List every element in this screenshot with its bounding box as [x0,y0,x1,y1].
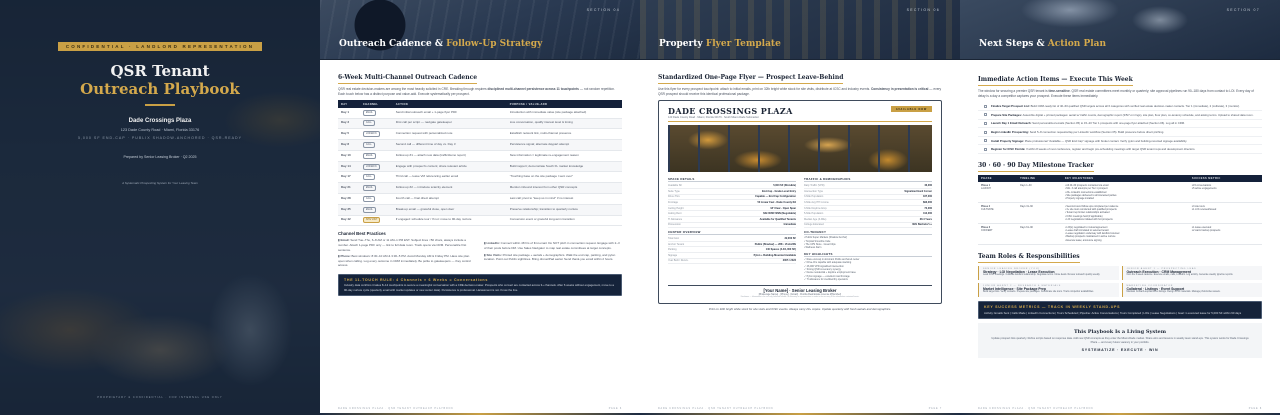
milestone: • Lease draft circulated to selected tenant [1064,229,1109,233]
channel-badge: EMAIL [363,153,376,159]
table-row [978,182,1262,202]
cadence-table [338,100,622,226]
phase: Phase 2 [981,205,991,209]
flyer-value: 18' Clear · Open Span [770,206,796,210]
tracker-heading: 30 · 60 · 90 Day Milestone Tracker [978,162,1094,172]
action-label: Install Property Signage: [991,138,1024,143]
flyer-label: 3-Mile Avg HH Income [804,200,829,204]
actions-intro: The window for securing a premier QSR tenant is time-sensitive. QSR real estate committees meet monthly or quarterly; site approval pipelines run 90–180 days from contact to LOI. Every day of delay is a day a competitor captures your prospect. Execute these items immediately. [978,89,1254,99]
page-footer: DADE CROSSINGS PLAZA · QSR TENANT OUTREACH PLAYBOOK PAGE 8 [978,407,1262,410]
highlight-item: ✓ Rare end-cap in dominant Publix-anchored center [804,257,860,261]
action-cell: First call per script — navigate gatekeeper [393,118,507,129]
action-cell: Second call — different time of day vs. Day 3 [393,140,507,151]
flyer-property-name: DADE CROSSINGS PLAZA [668,106,793,117]
flyer-label: Suite Type [668,189,680,193]
milestone: • 20+ LinkedIn connections established [1064,190,1107,194]
print-note: Print on 32lb bright white stock for site visits and ICSC events. Always carry 20+ copies. Update quarterly with fresh aerials and demographics. [708,306,892,311]
role-title: Collateral · Listings · Event Support [1126,287,1185,292]
action-item[interactable] [978,120,1262,129]
flyer-label: Anchor Tenant [668,242,685,246]
property-specs: 5,000 SF END-CAP · PUBLIX SHADOW-ANCHORED · QSR-READY [77,136,243,140]
channel-badge: EMAIL [363,110,376,116]
cotenant-item: • Wellness Farm [804,246,822,250]
action-text [991,147,1195,151]
action-item[interactable] [978,145,1262,154]
section-header [960,0,1280,60]
day-cell: Day 5 [338,129,360,140]
milestone: • 3+ site tours conducted with qualified prospects [1064,208,1117,212]
callout-title: THE 11-TOUCH RULE: 4 Channels × 6 Weeks = Conversations [344,277,489,282]
flyer-value: 187,000 [922,195,932,199]
section-title: Property Flyer Template [659,39,781,49]
action-desc: Send 5–8 connection requests/day per LinkedIn workflow (Section 05). Build presence before direct pitching. [1029,129,1165,134]
checkbox[interactable] [984,148,987,151]
practice-item: ▮ Phone: Best windows: 8:30–10 AM & 3:30–5 PM. Avoid Monday AM & Friday PM. Have site plan open when calling. Log every outcome in CRM immediately. Be polite to gatekeepers — they control access. [338,254,471,268]
phase-cell [978,203,1017,224]
milestone: • LOI(s) negotiated to mutual agreement [1064,225,1108,229]
flyer-label: 3-Mile Daytime Emp. [804,206,828,210]
day-cell: Day 17 [338,172,360,183]
table-row [338,172,622,183]
action-label: Begin LinkedIn Prospecting: [991,129,1029,134]
flyer-value: 72,000 [924,206,932,210]
practice-label: Phone: [340,254,351,259]
day-cell: Day 14 [338,161,360,172]
action-desc: If within 8 weeks of next conference, register and begin pre-scheduling meetings with target QSR tenant reps and development directors. [1025,147,1196,152]
property-photo [668,125,932,172]
flyer-label: College Educated [804,223,824,227]
phase-cell [978,223,1017,244]
day-cell: Day 10 [338,150,360,161]
purpose-cell: Persistence signal; alternate daypart attempt [507,140,622,151]
cotenant-item: • The UPS Store · Great Clips [804,242,836,246]
channel-cell [360,204,393,215]
timeline-cell: Days 31–60 [1017,203,1062,224]
metric: ≥5 active engagements [1191,187,1217,191]
action-cell: Third call — leave VM referencing earlier email [393,172,507,183]
flyer-row [668,259,796,265]
role-owner: MARKETING COORDINATOR [1126,285,1174,288]
space-details-heading: SPACE DETAILS [668,177,796,182]
role-title: Strategy · LOI Negotiation · Lease Execution [983,270,1055,275]
channel-cell [360,140,393,151]
table-row [338,161,622,172]
milestone: • Min. 3 call attempts per Tier 1 prospect [1064,187,1108,191]
column-header: PURPOSE / VALUE-ADD [507,100,622,107]
section-title: Next Steps & Action Plan [979,39,1107,49]
practice-item: ▮ Site Visits: Printed site package + aerials + demographics. Walk the end cap, parking, and pylon location. Point out Publix sightlines. Bring drone/iPad aerial. Send thank-you email within 2 hours. [484,252,616,262]
channel-cell [360,129,393,140]
role-owner: JUNIOR AGENT 1 — PROSPECTING LEAD [1126,268,1197,271]
action-label: Prepare Site Packages: [991,112,1022,117]
practice-label: Site Visits: [486,252,502,257]
flyer-intro: Use this flyer for every prospect touchpoint: attach to initial emails, print on 32lb bright white stock for site visits, distribute at ICSC and industry events. Consistency in presentation is critical — every QSR prospect should receive this identical professional package. [658,87,942,97]
milestone: • Tenant rep broker relationships activated [1064,211,1110,215]
checkbox[interactable] [984,131,987,134]
highlight-item: ✓ Dense residential + daytime employment base [804,271,856,275]
action-item[interactable] [978,137,1262,146]
channel-badge: CALL [363,142,375,148]
table-row [338,118,622,129]
flyer-template [658,100,942,303]
day-cell: Day 1 [338,108,360,118]
channel-cell [360,150,393,161]
section-number: SECTION 07 [1226,8,1260,12]
flyer-label: Median Age (3-Mile) [804,217,827,221]
flyer-label: 5-Mile Population [804,212,824,216]
highlight-item: ✓ Strong QSR co-tenancy synergy [804,268,841,271]
column-header: PHASE [978,175,1017,182]
flyer-value: $96,000 [922,200,932,204]
role-desc: Maintain CoStar/LoopNet/Crexi listings. Design ICSC materials. Manage photo/video assets. [1126,291,1221,294]
milestone: • Backup prospects maintained in active nurture [1064,235,1116,239]
timeline-cell: Days 1–30 [1017,182,1062,202]
property-name: Dade Crossings Plaza [128,118,192,124]
section-number: SECTION 06 [906,8,940,12]
practice-text: Send Tue–Thu, 6–8 AM or 11 AM–1 PM EST. Subject lines <50 chars, always include a number. Attach 1-page PDF only — link to full data room. Track opens via CRM. Personalize first sentence. [338,238,467,252]
metric: ≥1 lease executed [1191,225,1212,229]
action-text [991,130,1164,134]
timeline-cell: Days 61–90 [1017,223,1062,244]
channel-cell [360,118,393,129]
table-row [338,215,622,226]
traffic-heading: TRAFFIC & DEMOGRAPHICS [804,177,932,182]
actions-heading: Immediate Action Items — Execute This Week [978,76,1133,86]
column-header: ACTION [393,100,507,107]
practice-item: ▮ Email: Send Tue–Thu, 6–8 AM or 11 AM–1 PM EST. Subject lines <50 chars, always include a number. Attach 1-page PDF only — link to full data room. Track opens via CRM. Personalize first sentence. [338,238,467,252]
flyer-label: Signage [668,253,678,257]
action-cell: Follow-up #1 — attach new data (traffic/demo report) [393,150,507,161]
page-footer: DADE CROSSINGS PLAZA · QSR TENANT OUTREACH PLAYBOOK PAGE 6 [338,407,622,410]
action-desc: Place professional "Available — QSR End Cap" signage with broker contact. Verify pylon and building-mounted signage availability. [1024,138,1188,143]
cadence-intro: QSR real estate decision-makers are among the most heavily solicited in CRE. Breaking through requires disciplined multi-channel persistence across 11 touchpoints — not random repetition. Each touch below has a distinct purpose and value-add. Execute systematically per prospect. [338,87,615,97]
flyer-value: $32.00/SF NNN (Negotiable) [763,212,796,216]
day-cell: Day 28 [338,194,360,205]
table-row [338,108,622,118]
motto: SYSTEMATIZE · EXECUTE · WIN [1081,347,1159,352]
milestone: • All 40–60 prospects contacted via email [1064,184,1109,188]
action-cell: Connection request with personalized note [393,129,507,140]
table-row [338,183,622,194]
milestones-cell [1062,182,1189,202]
purpose-cell: Establish network link, multi-channel presence [507,129,622,140]
action-desc: Build CRM-ready list of 40–60 qualified QSR targets across all 6 categories with verified real estate decision-maker contacts. Tier 1 (immediate), 2 (cultivate), 3 (monitor). [1030,104,1240,109]
milestone: • Site packages delivered to all interested parties [1064,193,1117,197]
flyer-value: 140 Spaces (4.4/1,000 SF) [765,248,796,252]
metric-cell [1189,223,1262,244]
cotenant-item: • Publix Super Markets (Shadow Anchor) [804,236,848,240]
milestone: • Lease negotiation underway with landlord counsel [1064,232,1120,236]
purpose-cell: Introduction with immediate value (site package attached) [507,108,622,118]
flyer-label: Possession [668,223,681,227]
channel-badge: CALL [363,120,375,126]
next-steps-page [960,0,1280,415]
metric: ≥1 LOI received/issued [1191,208,1217,212]
checkbox[interactable] [984,139,987,142]
table-row [338,150,622,161]
cover-footer: PROPRIETARY & CONFIDENTIAL · FOR INTERNAL USE ONLY [97,396,223,399]
milestones-cell [1062,223,1189,244]
flyer-value: Immediate [783,223,796,227]
phase: Phase 1 [981,184,991,188]
highlight-item: ✓ Pylon signage — excellent road frontage [804,274,850,278]
cotenant-item: • Tropical Smoothie Cafe [804,239,831,243]
practices-heading: Channel Best Practices [338,231,386,237]
flyer-page [640,0,960,415]
flyer-label: Frontage [668,200,679,204]
day-cell: Day 8 [338,140,360,151]
column-header: DAY [338,100,360,107]
purpose-cell: New information = legitimate re-engagement reason [507,150,622,161]
section-number: SECTION 04 [586,8,620,12]
day-cell: Day 42 [338,215,360,226]
channel-badge: CALL [363,196,375,202]
role-title: Market Intelligence · Site Package Prep [983,287,1046,292]
channel-cell [360,194,393,205]
action-item[interactable] [978,111,1262,120]
flyer-value: Publix (Shadow) — 28K • Visits/Wk [754,242,796,246]
flyer-row [668,223,796,229]
flyer-label: Total GLA [668,236,679,240]
flyer-label: Drive-Thru [668,195,680,199]
flyer-value: Capable — End Cap Configuration [755,195,796,199]
flyer-label: TI Allowance [668,217,683,221]
eleven-touch-rule-callout [338,274,622,296]
purpose-cell: Build rapport; demonstrate South FL market knowledge [507,161,622,172]
role-card [1122,283,1263,297]
roles-heading: Team Roles & Responsibilities [978,253,1080,263]
channel-badge: EMAIL [363,185,376,191]
phase-name: LAUNCH [981,187,991,191]
channel-cell [360,161,393,172]
cover-page [0,0,320,415]
action-cell: If engaged: schedule tour / If not: move to 90-day nurture [393,215,507,226]
flyer-value: 32,000 SF [784,236,796,240]
milestone: • ICSC meetings held (if applicable) [1064,214,1103,218]
highlight-item: ✓ Drive-thru capable with adequate stacking [804,261,852,265]
column-header: TIMELINE [1017,175,1062,182]
highlights-heading: KEY HIGHLIGHTS [804,252,932,257]
success-metrics-callout: KEY SUCCESS METRICS — TRACK IN WEEKLY STAND-UPS Activity: Emails Sent | Calls Made | LinkedIn Connections | Tours Scheduled | Pipeline: Active Conversations | Tours Completed | LOIs | Lease Negotiations | Goal: 1 executed lease for 5,000 SF within 90 days [978,301,1262,319]
confidential-badge: CONFIDENTIAL · LANDLORD REPRESENTATION [58,42,262,51]
flyer-label: Year Built / Renov. [668,259,689,263]
role-card [978,266,1119,280]
highlight-item: ✓ TI allowance for creditworthy operators [804,278,848,282]
cadence-heading: 6-Week Multi-Channel Outreach Cadence [338,74,477,84]
channel-badge: SITE VISIT [363,217,381,223]
role-desc: Own the 6-week cadence. Execute emails, calls, LinkedIn. Log activity. Generate weekly pipeline reports. [1126,274,1234,277]
callout-text: Industry data confirms it takes 8–12 touchpoints to secure a meaningful conversation with a CRE decision-maker. Prospects who convert are contacted across 3+ channels. After 6 weeks without engagement, move to a 90-day nurture cycle (quarterly email with market updates or new center data). Persistence is professional. Harassment is not. Know the line. [344,283,614,292]
flyer-value: Signalized Hard Corner [904,189,932,193]
flyer-value: 50 Linear Feet · Dade County Rd [757,200,796,204]
action-desc: Assemble digital + printed packages: aerial w/ traffic counts, demographic report (3/5/7-mi rings), site plan, floor plan, co-tenancy schedule, and asking terms. Upload to shared data room. [1022,112,1254,117]
channel-badge: LINKEDIN [363,164,380,170]
flyer-label: Daily Traffic (VPD) [804,184,825,188]
flyer-value: 39% Bachelor's+ [912,223,932,227]
cover-title: QSR Tenant [110,62,210,80]
metric: ≥2 warm backup prospects [1191,229,1221,233]
checkbox[interactable] [984,105,987,108]
column-header: SUCCESS METRIC [1189,175,1262,182]
cotenancy-heading: CO-TENANCY [804,230,932,235]
purpose-cell: "Touching base on the site package I sent over" [507,172,622,183]
milestone-table [978,175,1262,245]
milestone: • Second-round follow-ups completed per cadence [1064,205,1119,209]
role-owner: JUNIOR AGENT 2 — RESEARCH & MATERIALS [983,285,1062,288]
channel-badge: LINKEDIN [363,131,380,137]
channel-cell [360,172,393,183]
action-cell: Fourth call — final direct attempt [393,194,507,205]
purpose-cell: Last call; pivot to "keep us in mind" if no interest [507,194,622,205]
role-card [978,283,1119,297]
action-cell: Break-up email — graceful close, open door [393,204,507,215]
checkbox[interactable] [984,122,987,125]
milestone: • Execute lease; announce signing [1064,238,1102,242]
channel-badge: CALL [363,174,375,180]
broker-signature: [Your Name] · Senior Leasing Broker [Brokerage Name] · [Phone] · [Email] · Florida Real Estate License #[Number] Disclaimer — Information is for use only, believed reliable. No warranty or representation is made to the accuracy of the information contained herein. [668,285,932,298]
action-label: Register for ICSC Florida: [991,147,1026,152]
metric-cell [1189,203,1262,224]
action-cell: Follow-up #2 — introduce scarcity element [393,183,507,194]
column-header: CHANNEL [360,100,393,107]
role-owner: SENIOR LEASING BROKER (YOU) [983,268,1040,271]
section-title: Outreach Cadence & Follow-Up Strategy [339,39,543,49]
flyer-heading: Standardized One-Page Flyer — Prospect Leave-Behind [658,74,843,84]
metric-cell [1189,182,1262,202]
role-desc: Build target lists. Verify contacts. Prepare site packages. Coordinate site tours. Track competitor availabilities. [983,291,1094,294]
cover-subtitle: Outreach Playbook [80,80,240,98]
day-cell: Day 21 [338,183,360,194]
channel-badge: EMAIL [363,207,376,213]
table-row [338,194,622,205]
practice-label: LinkedIn: [486,241,500,246]
cover-tagline: A Systematic Prospecting System for Your Leasing Team [122,181,198,185]
section-header [640,0,960,60]
page-footer: DADE CROSSINGS PLAZA · QSR TENANT OUTREACH PLAYBOOK PAGE 7 [658,407,942,410]
table-row [978,203,1262,224]
action-text [991,104,1240,108]
purpose-cell: Conversion event or graceful long-term transition [507,215,622,226]
checkbox[interactable] [984,113,987,116]
practice-text: Printed site package + aerials + demographics. Walk the end cap, parking, and pylon location. Point out Publix sightlines. Bring drone/iPad aerial. Send thank-you email within 2 hours. [484,252,616,262]
action-item[interactable] [978,102,1262,111]
action-label: Finalize Target Prospect List: [991,104,1030,109]
flyer-value: Available for Qualified Tenants [759,217,796,221]
flyer-address: 123 Dade County Road · Miami, Florida 33176 · South Miami-Dade Submarket [668,116,759,120]
flyer-value: End-Cap · Grade-Level Entry [761,189,796,193]
flyer-value: 46,000 [924,184,932,188]
flyer-row [804,223,932,229]
action-label: Launch Day 1 Email Outreach: [991,121,1032,126]
channel-cell [360,108,393,118]
highlight-item: ✓ 46,000 VPD signalized intersection [804,264,844,268]
role-card [1122,266,1263,280]
section-header [320,0,640,60]
phase-cell [978,182,1017,202]
metric: ≥3 site tours [1191,205,1205,209]
purpose-cell: Preserve relationship; transition to quarterly nurture [507,204,622,215]
flyer-label: Intersection Type [804,189,823,193]
flyer-value: 2005 / 2022 [782,259,796,263]
day-cell: Day 3 [338,118,360,129]
living-system-box: This Playbook Is a Living System Update prospect lists quarterly. Refine scripts based on response data. Add new QSR concepts as they enter the Miami-Dade market. Share wins and lessons in weekly team stand-ups. This system works for Dade Crossings Plaza — and every future vacancy in your portfolio. SYSTEMATIZE · EXECUTE · WIN [978,323,1262,358]
action-text [991,139,1187,143]
table-row [338,204,622,215]
channel-cell [360,183,393,194]
available-now-badge: AVAILABLE NOW [891,106,932,112]
flyer-value: Pylon + Building-Mounted Available [753,253,796,257]
practice-text: Connect within 48 hrs of first email. Do NOT pitch in connection request. Engage with 2–3 of their posts before DM. Use Sales Navigator to map real estate committees at target concepts. [484,241,620,250]
center-overview-heading: CENTER OVERVIEW [668,230,796,235]
flyer-label: 3-Mile Population [804,195,824,199]
title-divider [145,104,175,106]
action-desc: Send personalized emails (Section 05) to 15–20 Tier 1 prospects with one-page flyer attached (Section 06). Log all in CRM. [1032,121,1185,126]
flyer-label: Asking Rent [668,212,682,216]
metric: ≥15 conversations [1191,184,1212,188]
role-title: Outreach Execution · CRM Management [1126,270,1191,275]
property-address: 123 Dade County Road · Miami, Florida 33176 [120,128,200,132]
phase-name: CULTIVATE [981,208,994,212]
table-row [978,223,1262,244]
role-desc: Lead ICSC meetings. Cultivate landlord relationship. Negotiate terms. Close deals. Review outreach quality weekly. [983,274,1101,277]
practice-item: ▮ LinkedIn: Connect within 48 hrs of first email. Do NOT pitch in connection request. Engage with 2–3 of their posts before DM. Use Sales Navigator to map real estate committees at target concepts. [484,241,620,250]
action-text [991,121,1185,125]
milestones-cell [1062,203,1189,224]
flyer-value: 5,000 SF (Divisible) [773,184,796,188]
phase: Phase 3 [981,225,991,229]
purpose-cell: Live conversation, qualify interest level & timing [507,118,622,129]
prepared-by: Prepared by Senior Leasing Broker · Q2 2025 [123,155,197,159]
column-header: KEY MILESTONES [1062,175,1189,182]
milestone: • LOI negotiations initiated with hot prospects [1064,217,1113,221]
flyer-label: Parking [668,248,677,252]
table-row [338,140,622,151]
flyer-label: Ceiling Height [668,206,684,210]
channel-cell [360,215,393,226]
action-cell: Engage with prospect's content; share relevant article [393,161,507,172]
flyer-value: 38.4 Years [919,217,932,221]
action-text [991,113,1253,117]
flyer-label: Available SF [668,184,682,188]
table-row [338,129,622,140]
practice-label: Email: [340,238,350,243]
milestone: • Property signage installed [1064,197,1094,201]
flyer-value: 412,000 [922,212,932,216]
outreach-page [320,0,640,415]
purpose-cell: Mention inbound interest from other QSR concepts [507,183,622,194]
phase-name: CONVERT [981,229,993,233]
action-item[interactable] [978,128,1262,137]
day-cell: Day 35 [338,204,360,215]
practice-text: Best windows: 8:30–10 AM & 3:30–5 PM. Avoid Monday AM & Friday PM. Have site plan open when calling. Log every outcome in CRM immediately. Be polite to gatekeepers — they control access. [338,254,471,268]
action-cell: Send initial outreach email + 1-page flyer PDF [393,108,507,118]
